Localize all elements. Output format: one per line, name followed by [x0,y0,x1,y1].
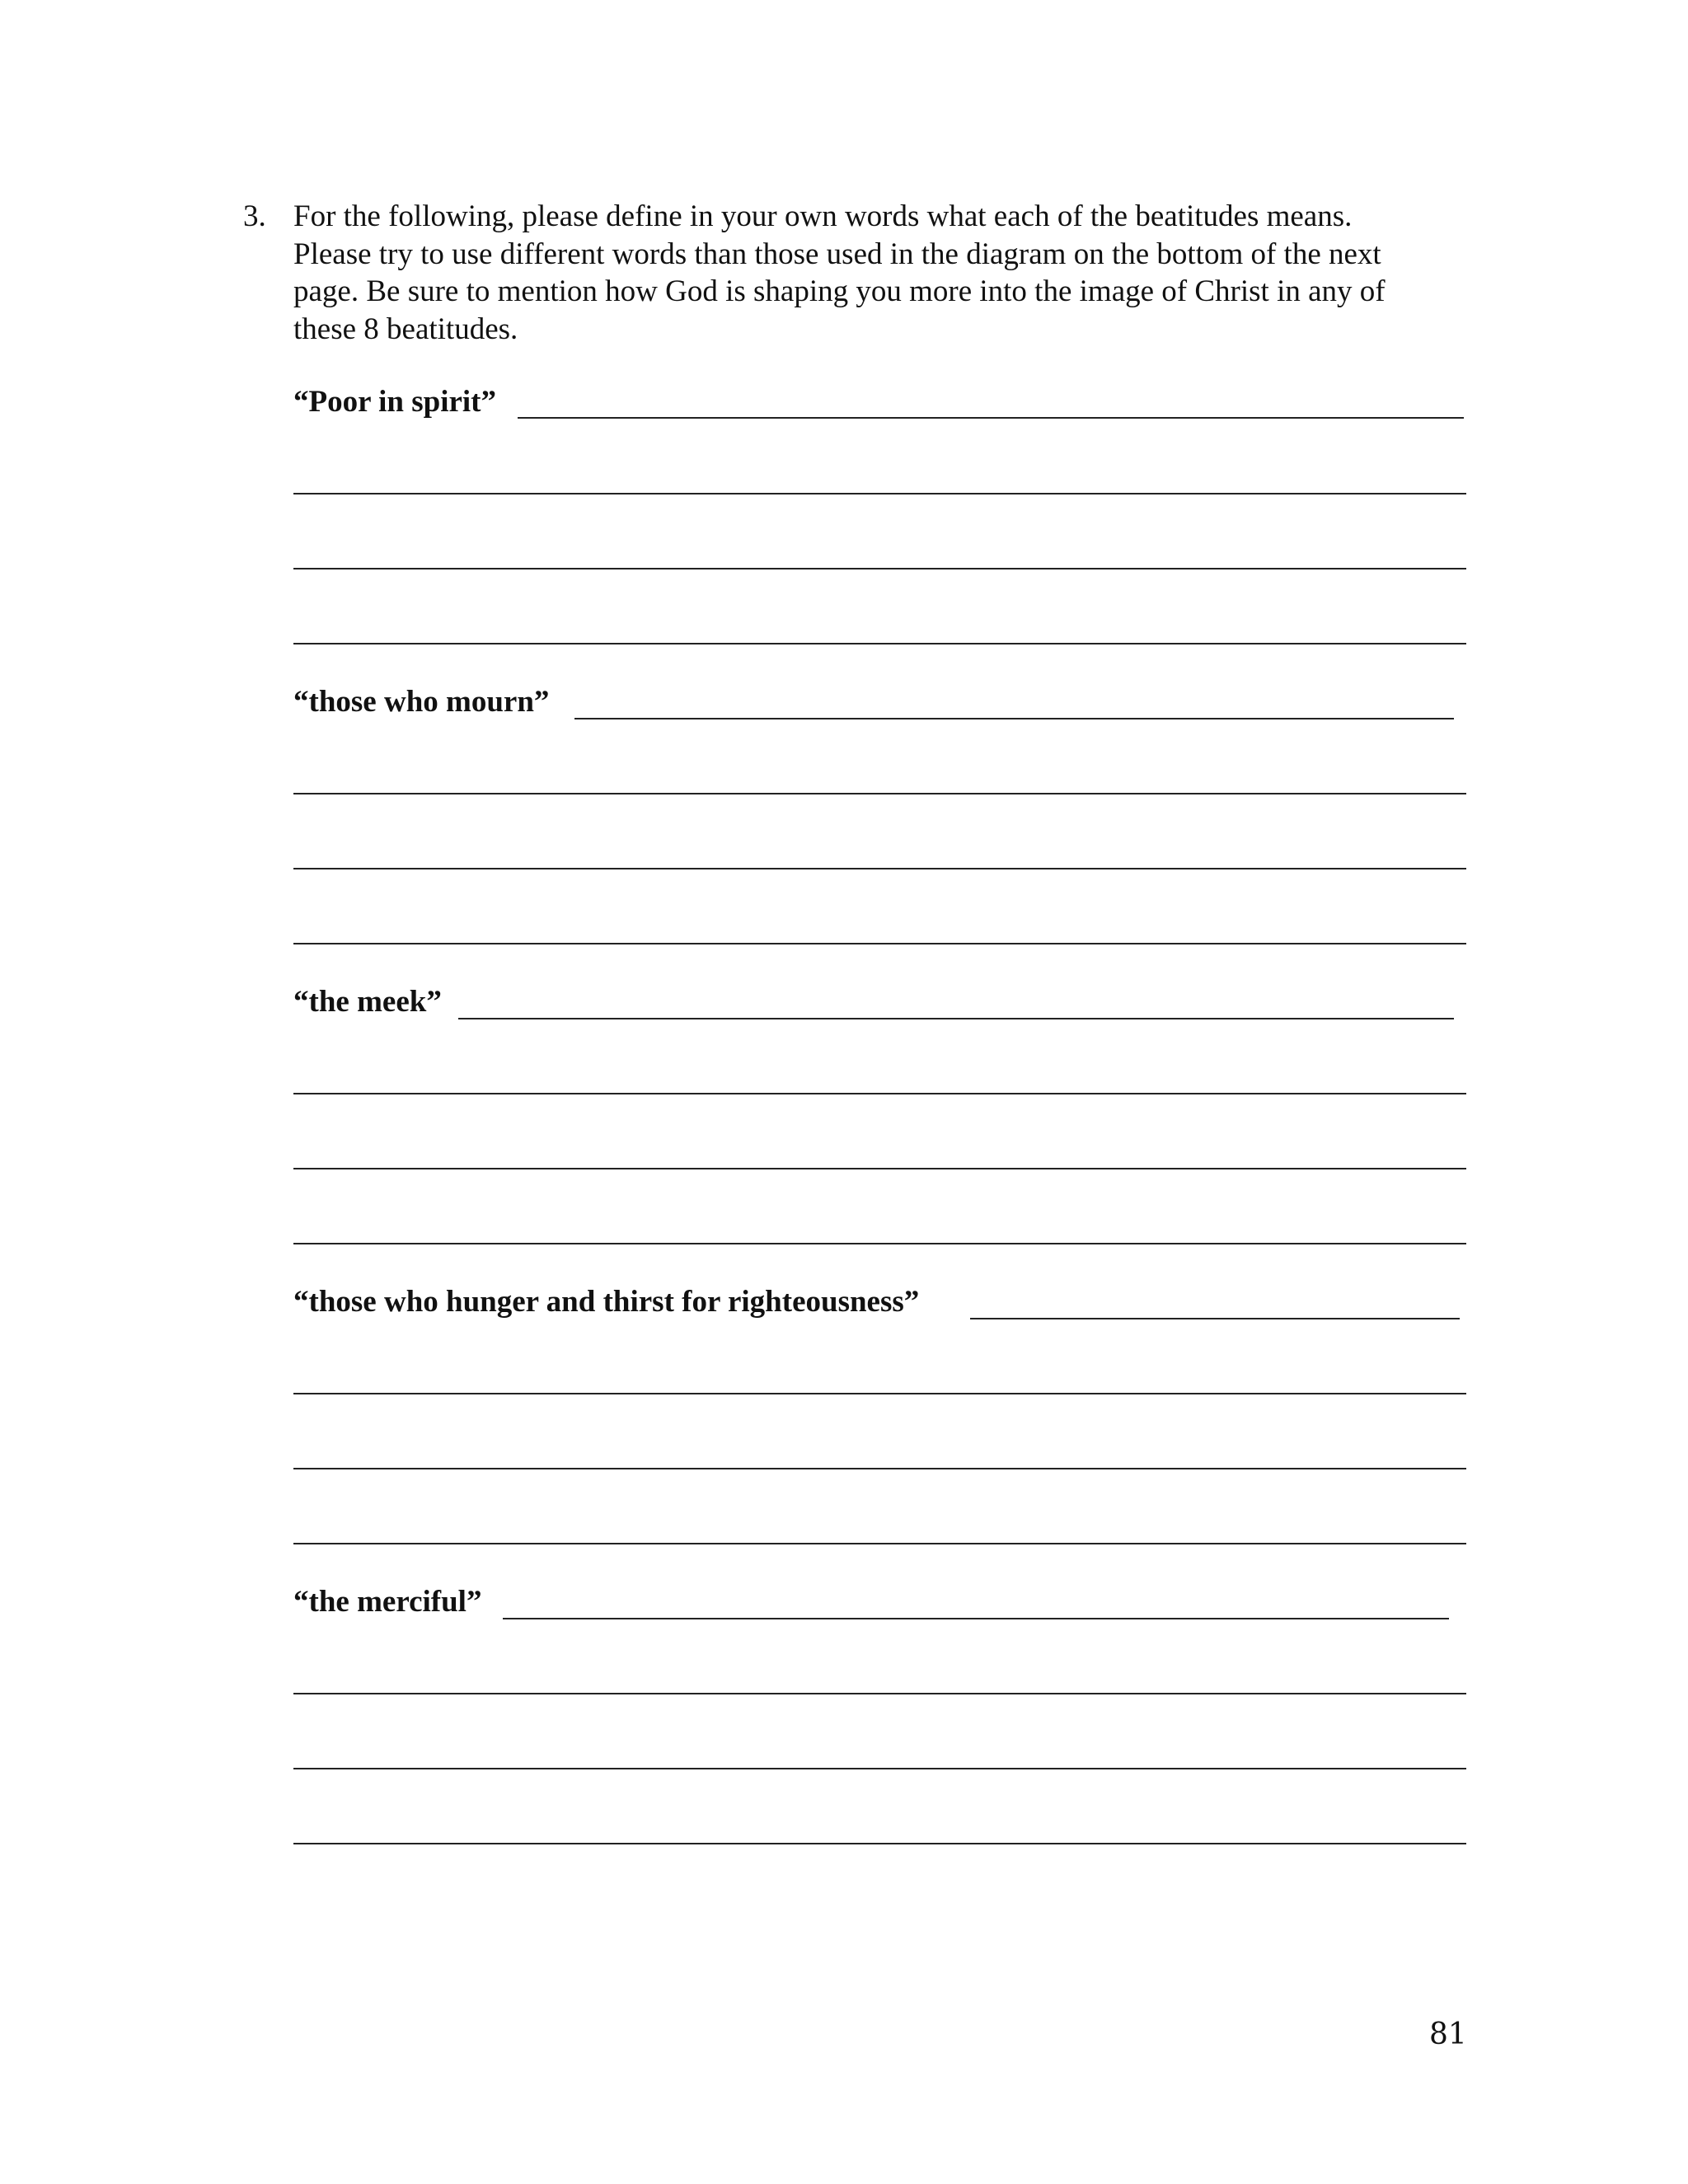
beatitude-label-poor-in-spirit: “Poor in spirit” [293,385,496,419]
answer-line[interactable] [293,943,1466,944]
instruction-line: these 8 beatitudes. [293,312,518,346]
beatitude-label-hunger-and-thirst: “those who hunger and thirst for righteousness” [293,1285,920,1319]
instruction-line: page. Be sure to mention how God is shaping you more into the image of Christ in any of [293,274,1386,308]
answer-line[interactable] [518,417,1464,419]
answer-line[interactable] [970,1318,1460,1319]
answer-line[interactable] [293,1093,1466,1094]
answer-line[interactable] [293,568,1466,569]
beatitude-label-those-who-mourn: “those who mourn” [293,685,550,719]
answer-line[interactable] [293,1468,1466,1469]
answer-line[interactable] [293,1393,1466,1394]
beatitude-label-the-merciful: “the merciful” [293,1585,482,1619]
answer-line[interactable] [574,718,1454,719]
answer-line[interactable] [293,1843,1466,1844]
question-number: 3. [243,199,266,233]
beatitude-label-the-meek: “the meek” [293,985,442,1019]
instruction-line: For the following, please define in your own words what each of the beatitudes means. [293,199,1353,233]
answer-line[interactable] [293,868,1466,869]
answer-line[interactable] [293,1543,1466,1544]
answer-line[interactable] [503,1618,1449,1619]
answer-line[interactable] [293,493,1466,494]
answer-line[interactable] [458,1018,1454,1019]
answer-line[interactable] [293,1768,1466,1769]
answer-line[interactable] [293,1243,1466,1244]
answer-line[interactable] [293,1168,1466,1169]
answer-line[interactable] [293,1693,1466,1694]
answer-line[interactable] [293,793,1466,794]
page-number: 81 [1429,2018,1467,2051]
instruction-line: Please try to use different words than those used in the diagram on the bottom of the next [293,237,1381,271]
answer-line[interactable] [293,643,1466,644]
question-instructions [293,198,1484,348]
